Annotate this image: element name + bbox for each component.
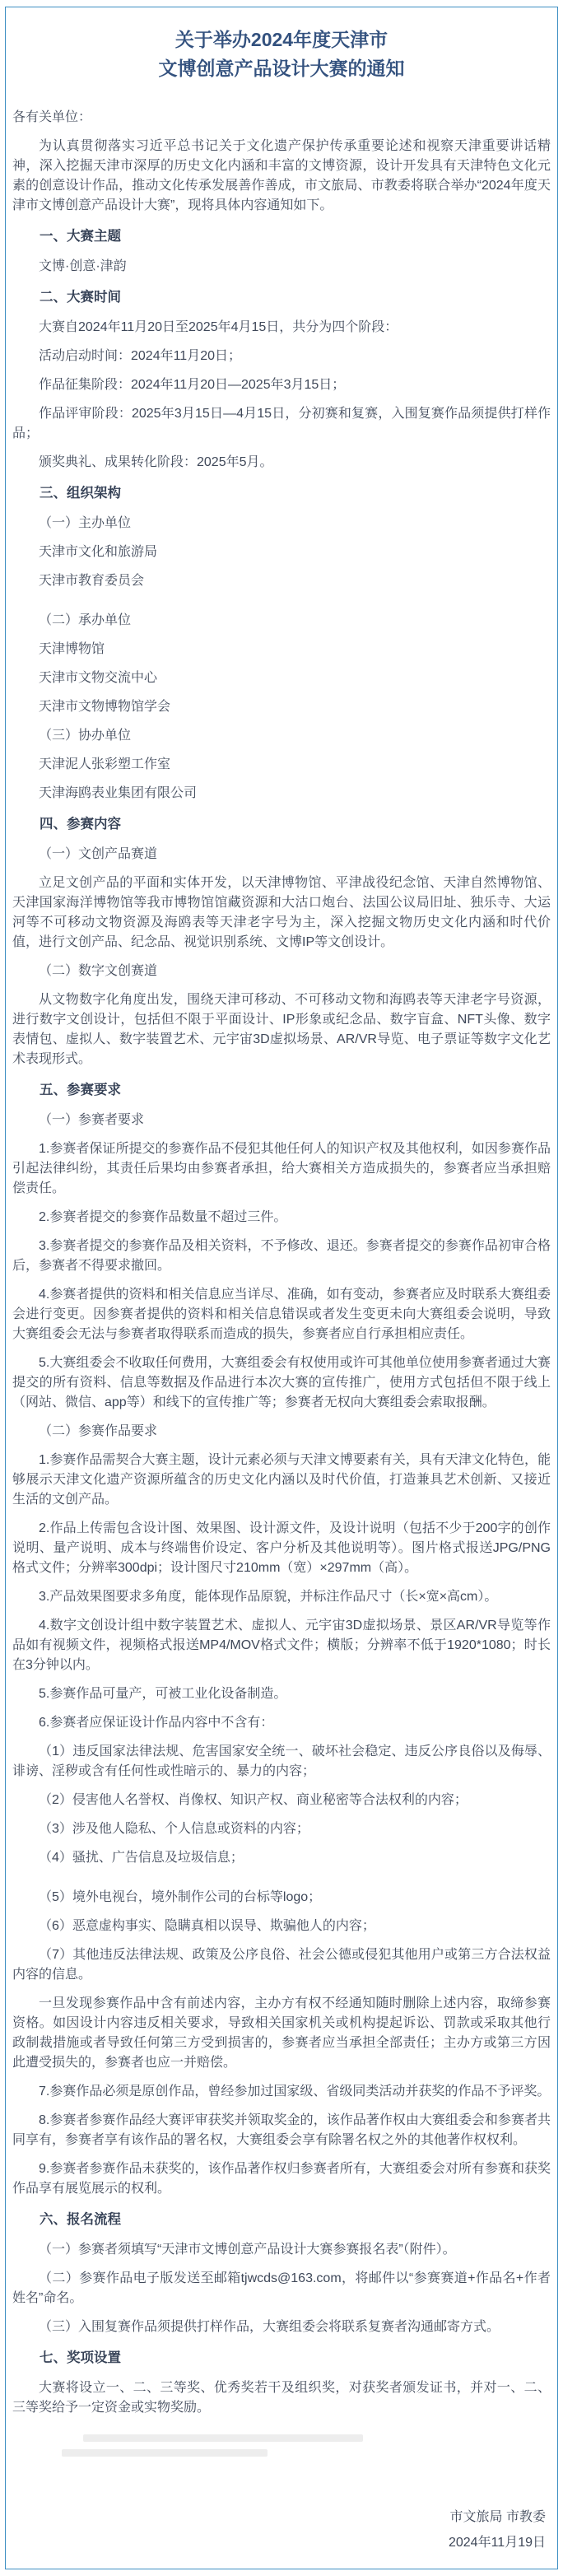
notice-title [12, 26, 551, 83]
paragraph: 天津博物馆 [39, 642, 105, 656]
paragraph: 颁奖典礼、成果转化阶段：2025年5月。 [39, 455, 273, 469]
paragraph: （一）参赛者要求 [39, 1113, 145, 1127]
paragraph: 作品评审阶段：2025年3月15日—4月15日，分初赛和复赛，入围复赛作品须提供打样作品； [12, 407, 551, 440]
section-heading: 四、参赛内容 [40, 817, 121, 831]
paragraph: （2）侵害他人名誉权、肖像权、知识产权、商业秘密等合法权利的内容； [39, 1793, 468, 1807]
paragraph: （二）参赛作品电子版发送至邮箱tjwcds@163.com，将邮件以“参赛赛道+作品名+作者姓名”命名。 [12, 2271, 551, 2305]
paragraph: （4）骚扰、广告信息及垃圾信息； [39, 1851, 244, 1865]
paragraph: 4.参赛者提供的资料和相关信息应当详尽、准确，如有变动，参赛者应及时联系大赛组委会进行变更。因参赛者提供的资料和相关信息错误或者发生变更未向大赛组委会说明，导致大赛组委会无法与参赛者取得联系而造成的损失，参赛者应自行承担相应责任。 [12, 1288, 551, 1341]
paragraph: 大赛将设立一、二、三等奖、优秀奖若干及组织奖，对获奖者颁发证书，并对一、二、三等奖给予一定资金或实物奖励。 [12, 2381, 551, 2415]
paragraph: 天津海鸥表业集团有限公司 [39, 786, 198, 800]
paragraph: （二）承办单位 [39, 613, 132, 627]
paragraph: （6）恶意虚构事实、隐瞒真相以误导、欺骗他人的内容； [39, 1919, 375, 1933]
paragraph: 从文物数字化角度出发，围绕天津可移动、不可移动文物和海鸥表等天津老字号资源，进行数字文创设计，包括但不限于平面设计、IP形象或纪念品、数字盲盒、NFT头像、数字表情包、虚拟人、数字装置艺术、元宇宙3D虚拟场景、AR/VR导览、电子票证等数字文化艺术表现形式。 [12, 993, 551, 1066]
paragraph: （3）涉及他人隐私、个人信息或资料的内容； [39, 1822, 309, 1836]
paragraph: 2.作品上传需包含设计图、效果图、设计源文件，及设计说明（包括不少于200字的创作说明、量产说明、成本与终端售价设定、客户分析及其他说明等）。图片格式报送JPG/PNG格式文件；分辨率300dpi；设计图尺寸210mm（宽）×297mm（高）。 [12, 1521, 551, 1575]
paragraph: （三）入围复赛作品须提供打样作品，大赛组委会将联系复赛者沟通邮寄方式。 [39, 2320, 500, 2334]
paragraph: 4.数字文创设计组中数字装置艺术、虚拟人、元宇宙3D虚拟场景、景区AR/VR导览等作品如有视频文件，视频格式报送MP4/MOV格式文件；横版；分辨率不低于1920*1080；时长在3分钟以内。 [12, 1619, 551, 1672]
signature-block [12, 2504, 551, 2555]
paragraph: 天津市教育委员会 [39, 574, 145, 588]
paragraph: 5.参赛作品可量产，可被工业化设备制造。 [39, 1687, 287, 1701]
paragraph: （7）其他违反法律法规、政策及公序良俗、社会公德或侵犯其他用户或第三方合法权益内容的信息。 [12, 1948, 551, 1982]
notice-title-line1: 关于举办2024年度天津市 [174, 29, 389, 50]
paragraph: 1.参赛者保证所提交的参赛作品不侵犯其他任何人的知识产权及其他权利，如因参赛作品引起法律纠纷，其责任后果均由参赛者承担，给大赛相关方造成损失的，参赛者应当承担赔偿责任。 [12, 1142, 551, 1195]
paragraph: 大赛自2024年11月20日至2025年4月15日，共分为四个阶段： [39, 320, 398, 334]
paragraph: 文博·创意·津韵 [39, 259, 127, 273]
paragraph: 5.大赛组委会不收取任何费用，大赛组委会有权使用或许可其他单位使用参赛者通过大赛提交的所有资料、信息等数据及作品进行本次大赛的宣传推广，使用方式包括但不限于线上（网站、微信、app等）和线下的宣传推广等；参赛者无权向大赛组委会索取报酬。 [12, 1356, 551, 1409]
section-heading: 六、报名流程 [40, 2212, 121, 2227]
paragraph: 9.参赛者参赛作品未获奖的，该作品著作权归参赛者所有，大赛组委会对所有参赛和获奖作品享有展览展示的权利。 [12, 2162, 551, 2196]
paragraph: 2.参赛者提交的参赛作品数量不超过三件。 [39, 1210, 287, 1224]
redacted-area [12, 2434, 551, 2457]
section-heading: 七、奖项设置 [40, 2350, 121, 2365]
salutation: 各有关单位： [12, 110, 92, 124]
paragraph: 天津市文物博物馆学会 [39, 700, 171, 714]
section-heading: 三、组织架构 [40, 486, 121, 501]
paragraph: （1）违反国家法律法规、危害国家安全统一、破坏社会稳定、违反公序良俗以及侮辱、诽谤、淫秽或含有任何性或性暗示的、暴力的内容； [12, 1745, 551, 1778]
paragraph: （二）数字文创赛道 [39, 964, 158, 978]
section-heading: 五、参赛要求 [40, 1083, 121, 1097]
redacted-line [83, 2434, 363, 2442]
paragraph: 为认真贯彻落实习近平总书记关于文化遗产保护传承重要论述和视察天津重要讲话精神，深入挖掘天津市深厚的历史文化内涵和丰富的文博资源，设计开发具有天津特色文化元素的创意设计作品，推动文化传承发展善作善成，市文旅局、市教委将联合举办“2024年度天津市文博创意产品设计大赛”，现将具体内容通知如下。 [12, 139, 551, 212]
paragraph: 6.参赛者应保证设计作品内容中不含有： [39, 1716, 274, 1730]
paragraph: （三）协办单位 [39, 729, 132, 743]
signature-date: 2024年11月19日 [448, 2536, 546, 2550]
paragraph: 1.参赛作品需契合大赛主题，设计元素必须与天津文博要素有关，具有天津文化特色，能够展示天津文化遗产资源所蕴含的历史文化内涵以及时代价值，打造兼具艺术创新、又接近生活的文创产品。 [12, 1453, 551, 1507]
paragraph: 活动启动时间：2024年11月20日； [39, 349, 242, 363]
paragraph: 作品征集阶段：2024年11月20日—2025年3月15日； [39, 378, 346, 392]
paragraph: 天津市文化和旅游局 [39, 545, 158, 559]
notice-title-line2: 文博创意产品设计大赛的通知 [158, 58, 405, 79]
notice-frame [5, 7, 558, 2569]
section-heading: 二、大赛时间 [40, 290, 121, 305]
paragraph: 7.参赛作品必须是原创作品，曾经参加过国家级、省级同类活动并获奖的作品不予评奖。 [39, 2085, 551, 2099]
paragraph: 3.参赛者提交的参赛作品及相关资料，不予修改、退还。参赛者提交的参赛作品初审合格后，参赛者不得要求撤回。 [12, 1239, 551, 1273]
paragraph: 天津市文物交流中心 [39, 671, 158, 685]
redacted-line [62, 2449, 268, 2457]
paragraph: 立足文创产品的平面和实体开发，以天津博物馆、平津战役纪念馆、天津自然博物馆、天津国家海洋博物馆等我市博物馆馆藏资源和大沽口炮台、法国公议局旧址、独乐寺、大运河等不可移动文物资源及海鸥表等天津老字号为主，深入挖掘文物历史文化内涵和时代价值，进行文创产品、纪念品、视觉识别系统、文博IP等文创设计。 [12, 876, 551, 949]
notice-body [12, 137, 551, 2418]
paragraph: 8.参赛者参赛作品经大赛评审获奖并领取奖金的，该作品著作权由大赛组委会和参赛者共同享有，参赛者享有该作品的署名权，大赛组委会享有除署名权之外的其他著作权权利。 [12, 2113, 551, 2147]
paragraph: 3.产品效果图要求多角度，能体现作品原貌，并标注作品尺寸（长×宽×高cm）。 [39, 1590, 498, 1604]
paragraph: （5）境外电视台，境外制作公司的台标等logo； [39, 1890, 322, 1904]
section-heading: 一、大赛主题 [40, 229, 121, 244]
paragraph: （二）参赛作品要求 [39, 1424, 158, 1438]
paragraph: （一）主办单位 [39, 516, 132, 530]
paragraph: （一）参赛者须填写“天津市文博创意产品设计大赛参赛报名表”（附件）。 [39, 2243, 456, 2257]
paragraph: （一）文创产品赛道 [39, 847, 158, 861]
signature-org: 市文旅局 市教委 [449, 2510, 546, 2524]
paragraph: 天津泥人张彩塑工作室 [39, 757, 171, 771]
paragraph: 一旦发现参赛作品中含有前述内容，主办方有权不经通知随时删除上述内容，取缔参赛资格。如因设计内容违反相关要求，导致相关国家机关或机构提起诉讼、罚款或采取其他行政制裁措施或者导致任何第三方受到损害的，参赛者应当承担全部责任；主办方或第三方因此遭受损失的，参赛者也应一并赔偿。 [12, 1996, 551, 2070]
